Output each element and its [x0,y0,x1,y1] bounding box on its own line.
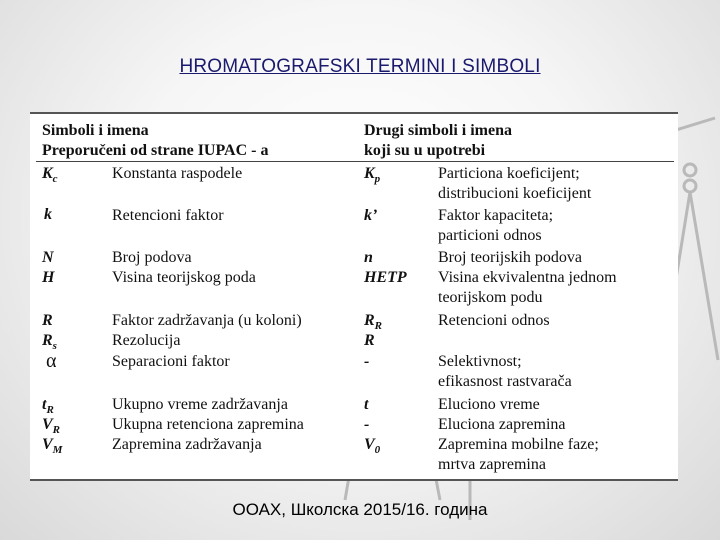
symbol-cell: $V_R$ [42,416,61,437]
other-symbol-cell: - [364,353,370,370]
other-name-line: Eluciona zapremina [438,416,566,433]
name-cell: Retencioni faktor [112,207,224,224]
symbol-cell: k [44,206,52,223]
other-symbol-cell: R [364,332,375,349]
header-left-line1: Simboli i imena [42,122,149,139]
name-cell: Rezolucija [112,332,181,349]
other-name-line: distribucioni koeficijent [438,185,592,202]
page-title: HROMATOGRAFSKI TERMINI I SIMBOLI [179,56,541,77]
other-name-line: Retencioni odnos [438,312,550,329]
other-name-line: Selektivnost; [438,353,522,370]
other-name-line: Faktor kapaciteta; [438,207,554,224]
name-cell: Faktor zadržavanja (u koloni) [112,312,302,329]
name-cell: Ukupna retenciona zapremina [112,416,304,433]
other-symbol-cell: t [364,396,369,413]
other-name-line: teorijskom podu [438,289,543,306]
other-name-line: Particiona koeficijent; [438,165,580,182]
footer-caption: ООАХ, Школска 2015/16. година [232,500,488,519]
other-name-line: Visina ekvivalentna jednom [438,269,617,286]
other-symbol-cell: $V_0$ [364,436,381,457]
terms-table [30,112,678,481]
symbol-cell: H [42,269,55,286]
symbol-cell: N [42,249,54,266]
other-name-line: efikasnost rastvarača [438,373,572,390]
other-name-line: mrtva zapremina [438,456,546,473]
other-symbol-cell: $R_R$ [364,312,383,333]
other-symbol-cell: $K_p$ [364,165,381,186]
name-cell: Ukupno vreme zadržavanja [112,396,288,413]
symbol-cell: α [46,350,57,372]
header-right-line1: Drugi simboli i imena [364,122,513,139]
name-cell: Separacioni faktor [112,353,230,370]
other-name-line: Eluciono vreme [438,396,540,413]
name-cell: Broj podova [112,249,192,266]
header-right-line2: koji su u upotrebi [364,142,486,159]
other-name-line: Broj teorijskih podova [438,249,582,266]
header-divider [36,161,674,162]
other-name-line: Zapremina mobilne faze; [438,436,599,453]
symbol-cell: R [42,312,53,329]
other-symbol-cell: n [364,249,373,266]
symbol-cell: $K_c$ [42,165,58,186]
other-symbol-cell: k’ [364,207,378,224]
name-cell: Konstanta raspodele [112,165,243,182]
symbol-cell: $t_R$ [42,396,54,417]
other-symbol-cell: HETP [364,269,407,286]
symbol-cell: $R_s$ [42,332,57,353]
name-cell: Visina teorijskog poda [112,269,256,286]
other-symbol-cell: - [364,416,370,433]
other-name-line: particioni odnos [438,227,542,244]
symbol-cell: $V_M$ [42,436,63,457]
header-left-line2: Preporučeni od strane IUPAC - a [42,142,269,159]
name-cell: Zapremina zadržavanja [112,436,262,453]
